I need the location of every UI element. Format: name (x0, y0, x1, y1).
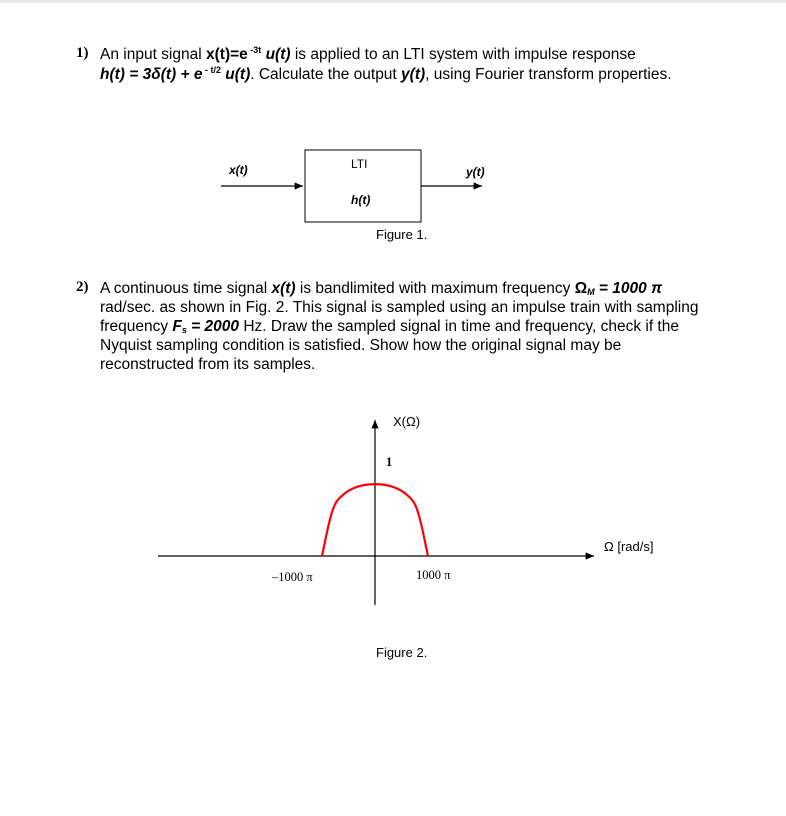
problem-1-line-2: h(t) = 3δ(t) + e $^{- t/2}$ u(t). Calculate the output y(t), using Fourier transform properties. (100, 65, 672, 83)
y-axis-label: X(Ω) (393, 414, 421, 429)
problem-2-line-4: Nyquist sampling condition is satisfied. Show how the original signal may be (100, 337, 622, 354)
input-label: x(t) (229, 163, 248, 177)
problem-2-line-5: reconstructed from its samples. (100, 356, 316, 373)
problem-1-number: 1) (76, 45, 89, 61)
block-title: LTI (351, 157, 368, 171)
figure-2-caption: Figure 2. (376, 645, 428, 660)
x-axis-label: Ω [rad/s] (604, 539, 654, 554)
problem-2-line-1: A continuous time signal x(t) is bandlimited with maximum frequency $\Omega_M = 1000$ π (100, 280, 663, 297)
problem-2-line-3: frequency $F_s = 2000$ Hz. Draw the sampled signal in time and frequency, check if the (100, 318, 679, 335)
problem-2-number: 2) (76, 279, 89, 295)
peak-label: 1 (386, 455, 393, 469)
problem-1-line-1: An input signal x(t)=e $^{-3t}$ u(t) is applied to an LTI system with impulse response (100, 45, 636, 63)
problem-2-line-2: rad/sec. as shown in Fig. 2. This signal is sampled using an impulse train with sampling (100, 299, 699, 316)
output-label: y(t) (466, 165, 485, 179)
tick-label-negative: –1000 π (272, 570, 313, 584)
block-impulse-label: h(t) (351, 193, 371, 207)
figure-1-caption: Figure 1. (376, 227, 428, 242)
tick-label-positive: 1000 π (416, 568, 451, 582)
